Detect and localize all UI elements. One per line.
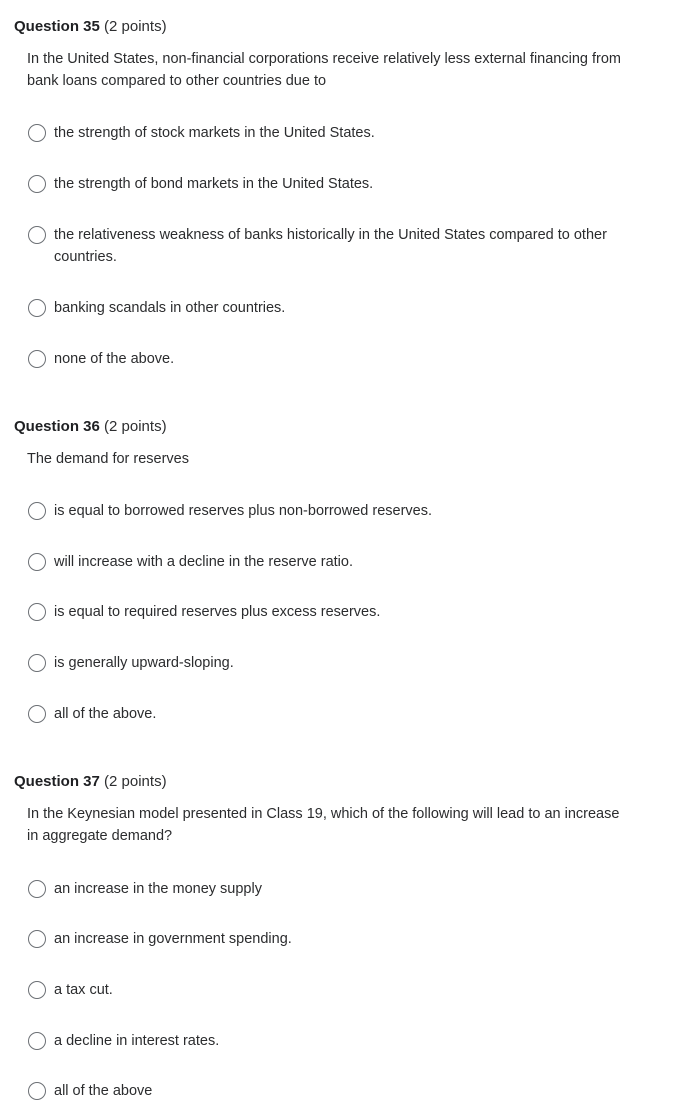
- radio-button[interactable]: [28, 124, 46, 142]
- option-label: banking scandals in other countries.: [54, 300, 286, 316]
- option-label: the relativeness weakness of banks historically in the United States compared to other countries.: [54, 227, 607, 265]
- radio-button[interactable]: [28, 502, 46, 520]
- option-label: the strength of stock markets in the United States.: [54, 125, 375, 141]
- option-label: an increase in the money supply: [54, 881, 262, 897]
- option-label: a tax cut.: [54, 982, 113, 998]
- option-label: the strength of bond markets in the United States.: [54, 176, 374, 192]
- radio-button[interactable]: [28, 654, 46, 672]
- question-37-header: [14, 772, 167, 792]
- option-label: is equal to borrowed reserves plus non-borrowed reserves.: [54, 503, 432, 519]
- question-37-text: In the Keynesian model presented in Class 19, which of the following will lead to an increase in aggregate demand?: [27, 806, 620, 844]
- radio-button[interactable]: [28, 981, 46, 999]
- question-points: (2 points): [104, 18, 167, 35]
- option-label: is equal to required reserves plus excess reserves.: [54, 604, 381, 620]
- radio-button[interactable]: [28, 350, 46, 368]
- question-points: (2 points): [104, 418, 167, 435]
- radio-button[interactable]: [28, 930, 46, 948]
- question-36-header: [14, 417, 167, 437]
- radio-button[interactable]: [28, 1082, 46, 1100]
- question-title: Question 35: [14, 18, 100, 35]
- option-label: an increase in government spending.: [54, 931, 292, 947]
- option-label: a decline in interest rates.: [54, 1033, 220, 1049]
- question-title: Question 36: [14, 418, 100, 435]
- question-36-text: The demand for reserves: [27, 451, 189, 467]
- radio-button[interactable]: [28, 880, 46, 898]
- question-35-header: [14, 17, 167, 37]
- option-label: none of the above.: [54, 351, 175, 367]
- question-35-text: In the United States, non-financial corporations receive relatively less external financing from bank loans compared to other countries due to: [27, 51, 621, 89]
- option-label: is generally upward-sloping.: [54, 655, 234, 671]
- question-title: Question 37: [14, 773, 100, 790]
- option-label: will increase with a decline in the reserve ratio.: [54, 554, 353, 570]
- radio-button[interactable]: [28, 299, 46, 317]
- radio-button[interactable]: [28, 603, 46, 621]
- option-label: all of the above: [54, 1083, 153, 1099]
- radio-button[interactable]: [28, 175, 46, 193]
- option-label: all of the above.: [54, 706, 157, 722]
- radio-button[interactable]: [28, 226, 46, 244]
- radio-button[interactable]: [28, 553, 46, 571]
- radio-button[interactable]: [28, 1032, 46, 1050]
- question-points: (2 points): [104, 773, 167, 790]
- radio-button[interactable]: [28, 705, 46, 723]
